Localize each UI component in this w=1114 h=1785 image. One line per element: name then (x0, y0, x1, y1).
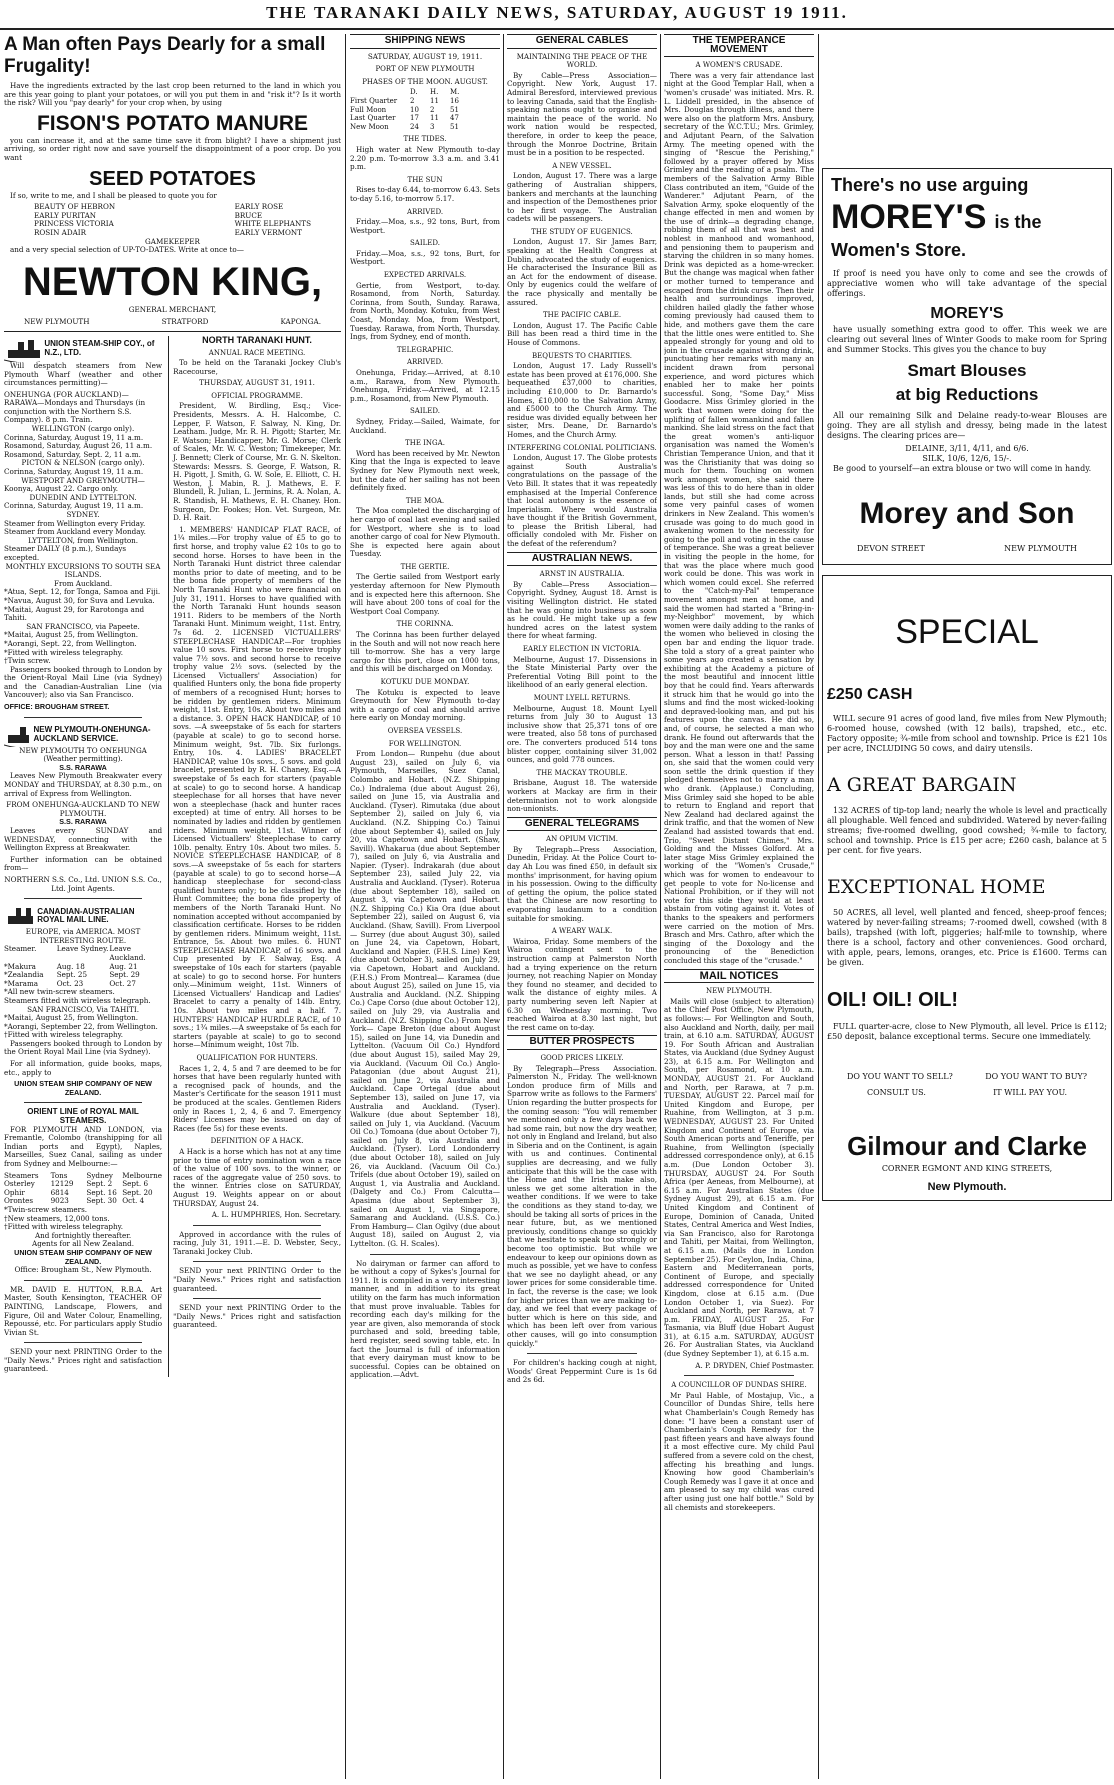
cell: Tons (50, 1170, 68, 1180)
usco-line: *Aorangi, Sept. 22, from Wellington. (4, 638, 137, 648)
overseas-sub: FOR WELLINGTON. (388, 739, 462, 748)
gilmour-new-plymouth: New Plymouth. (927, 1181, 1007, 1193)
usco-line: WELLINGTON (cargo only). (31, 424, 135, 434)
gilmour-clarke-ad (822, 575, 1112, 1201)
general-merchant: GENERAL MERCHANT, (128, 304, 217, 314)
port-title: PORT OF NEW PLYMOUTH (375, 65, 475, 74)
canadian-ad (4, 904, 162, 1097)
cell: Sept. 25 (56, 970, 88, 980)
union-steamship-ad (4, 336, 162, 712)
column-shipping (350, 34, 500, 1779)
article-head: MOUNT LYELL RETURNS. (533, 693, 631, 702)
usco-line: Koonya, August 22. Cargo only. (4, 484, 119, 494)
cell: Aug. 18 (56, 961, 85, 971)
usco-line: Steamer from Auckland every Monday. (4, 527, 146, 537)
variety: BEAUTY OF HEBRON (34, 202, 116, 212)
hunt-sub: ANNUAL RACE MEETING. (208, 348, 306, 357)
new-plymouth: NEW PLYMOUTH (1004, 544, 1077, 553)
gamekeeper: GAMEKEEPER (145, 236, 200, 246)
sykes-text: No dairyman or farmer can afford to be without a copy of Sykes's Journal for 1911. It is compiled in a very interesting manner, and in addition to its great utility on the farm has much information that must prove invaluable. Tables for recording each day's milking for the year are given, also memoranda of stock purchased and sold, breeding table, herd register, seed sowing table, etc. In fact the Journal is full of information that every dairyman must know to be successful. Copies can be obtained on application.—Advt. (350, 1258, 500, 1380)
masthead: THE TARANAKI DAILY NEWS, SATURDAY, AUGUST 19 1911. (0, 0, 1114, 30)
onehunga-line: S.S. RARAWA (59, 817, 107, 827)
usco-list (4, 391, 162, 712)
canadian-title: CANADIAN-AUSTRALIAN ROYAL MAIL LINE. (37, 906, 135, 925)
article-head: A NEW VESSEL. (552, 161, 612, 170)
kotuku-head: KOTUKU DUE MONDAY. (380, 678, 470, 686)
onehunga-line: Further information can be obtained from— (4, 854, 163, 873)
arrived-text: Friday.—Moa, s.s., 92 tons, Burt, from Westport. (350, 217, 500, 235)
morey-ad (822, 168, 1112, 565)
article-text: Melbourne, August 17. Dissensions in the State Ministerial Party over the Preferential Voting Bill point to the likelihood of an early general election. (507, 654, 657, 690)
usco-line: ONEHUNGA (FOR AUCKLAND)— (4, 389, 129, 399)
cell: Sydney (86, 1170, 113, 1180)
hunt-prog: OFFICIAL PROGRAMME. (211, 391, 303, 400)
fisons-title: FISON'S POTATO MANURE (36, 111, 308, 135)
orient-line: Agents for all New Zealand. (32, 1239, 135, 1249)
usco-office: OFFICE: BROUGHAM STREET. (4, 702, 110, 712)
cell: Oct. 4 (122, 1196, 145, 1206)
cell: Sept. 20 (122, 1187, 153, 1197)
article-head: EARLY ELECTION IN VICTORIA. (522, 645, 642, 653)
onehunga-line: S.S. RARAWA (59, 762, 107, 772)
cough-ad: For children's hacking cough at night, Woods' Great Peppermint Cure is 1s 6d and 2s 6d. (507, 1358, 657, 1385)
expected-head: EXPECTED ARRIVALS. (383, 271, 467, 280)
hunt-races: 1. MEMBERS' HANDICAP FLAT RACE, of 1¼ miles.—For trophy value of £5 to go to first horse, and trophy value £2 10s to go to second horse. Horses to have been in the North Taranaki Hunt district three calendar months prior to date of meeting, and to be the bona fide property of members of the North Taranaki Hunt who were financial on July 31, 1911. Horses to have qualified with the North Taranaki Hunt hounds season 1911. Riders to be members of the North Taranaki Hunt. Minimum weight, 11st. Entry, 7s 6d. 2. LICENSED VICTUALLERS' STEEPLECHASE HANDICAP.—For trophies value 10 sovs. First horse to receive trophy value 7½ sovs. and second horse to receive trophy value 2½ sovs. (selected by the Licensed Victuallers' Association) for qualified Hunters only, the bona fide property of members of a recognised Hunt; horses to be ridden by gentlemen riders. Minimum weight, 11st. Entry, 10s. About two miles and a distance. 3. OPEN HACK HANDICAP, of 10 sovs. —A sweepstake of 5s each for starters (payable at scale) to go to second horse. Minimum weight, 9st. 7lb. Six furlongs. Entry, 10s. 4. LADIES' BRACELET HANDICAP, value 10s sovs., 5 sovs. and gold bracelet, presented by R. H. Chaney, Esq.—A sweepstake of 5s each for starters (payable at scale) to go to second horse. A handicap steeplechase for all horses that have never won a steeplechase (hack and hunter races excepted) at time of entry. All horses to be nominated by ladies and ridden by gentlemen riders. Minimum weight, 11st. Winner of Licensed Victuallers' Steeplechase to carry 10lb. penalty. Entry 10s. About two miles. 5. NOVICE STEEPLECHASE HANDICAP, of 8 sovs.—A sweepstake of 5s each for starters (payable at scale) to go to second horse—A handicap steeplechase for second-class qualified hunters only; to be classified by the Hunt Committee; the bona fide property of members of the North Taranaki Hunt. No nomination accepted without accompanied by classification certificate. Horses to be ridden by gentlemen riders. Minimum weight, 11st. Entrance, 5s. About two miles. 6. HUNT STEEPLECHASE HANDICAP, of 16 sovs. and Cup presented by F. Salway, Esq. A sweepstake of 10s each for starters (payable at scale) to go to second horse. For hunters only.—Minimum weight, 11st. Winners of Licensed Victuallers' Handicap and Ladies' Bracelet to carry a penalty of 14lb. Entry, 10s. About two miles and a half. 7. HUNTERS' HANDICAP HURDLE RACE, of 10 sovs.; 1¾ miles.—A sweepstake of 5s each for starters (payable at scale) to go to second horse—Minimum weight, 10st 7lb. (173, 524, 341, 1050)
cell: Sept. 6 (122, 1179, 149, 1189)
cell: 12129 (50, 1179, 74, 1189)
bargain-text: 132 ACRES of tip-top land; nearly the whole is level and practically all ploughable. Well fenced and subdivided. Watered by never-failing streams; five-roomed dwelling, good cowshed; ¾-mile to factory, school and township. Price is £15 per acre; £260 cash, balance at 5 per cent. for five years. (827, 806, 1107, 855)
hunt-sign: A. L. HUMPHRIES, Hon. Secretary. (211, 1210, 341, 1220)
article-head: GOOD PRICES LIKELY. (540, 1053, 624, 1062)
usco-text: Will despatch steamers from New Plymouth Wharf (weather and other circumstances permitting)— (4, 360, 163, 388)
cell: 6814 (50, 1187, 69, 1197)
article-text: There was a very fair attendance last night at the Good Templar Hall, when a 'women's crusade' was initiated. Mrs. R. L. Liddell presided, in the absence of Mrs. Douglas through illness, and there were also on the platform Mrs. Ansbury, secretary of the W.C.T.U.; Mrs. Grimley, and Adjutant Pearn, of the Salvation Army. The meeting opened with the singing of "Rescue the Perishing," followed by a prayer offered by Miss Grimley and the reading of a psalm. The members of the Salvation Army Bible Class contributed an item, "Guide of the Wanderer." Adjutant Pearn, of the Salvation Army, spoke eloquently of the change effected in men and women by the use of drink—a degrading change, robbing them of all that was best and noblest in manhood and womanhood, and pensioning them to pauperism and starving the children in so many homes. Drink was depicted as a home-wrecker. But the change was magical when father or mother turned to temperance and escaped from the drink curse. Then their health and surroundings improved, children hailed gladly the father whose coming previously had caused them to hide, and mothers gave them the care that the little ones were entitled to. She appealed strongly for young and old to join in the crusade against strong drink, punctuating her remarks with many an incident drawn from personal experience, and word pictures which enabled her to make her points successful. Song, "Some Day," Miss Goodacre. Miss Grimley gloried in the work that women were doing for the uplifting of fallen womankind and fallen mankind. She laid stress on the fact that the great women's anti-liquor organisation was named the Women's Christian Temperance Union, and that it was the Christianity that was doing so much for them. Touching on women work amongst women, she said there was less of this to do here than in older lands, but still she had come across some very painful cases of women drinkers in New Zealand. This women's crusade was going to do much good in awakening women to the necessity for going to the poll and voting in the cause of temperance. She was a great believer in visiting the people in the home, for that was the place where much good work could be done. This was work in which women could excel. She referred to the "Catch-my-Pal" temperance movement amongst men at home, and said the women had started a "Bring-in-my-Neighbor" movement, by which women were daily adding to the ranks of the women who believed in closing the open bar and ending the liquor trade. She told a story of a great painter who some years ago created a sensation by exhibiting at the Academy a picture of the most beautiful and innocent little boy that he could find. Years afterwards it struck him that he would go into the slums and find the most wicked-looking and depraved-looking man, and put his features upon the canvas. He did so, and, of course, he selected a man who drank. He found out afterwards that the boy and the man were one and the same person. What a lesson in that! Passing on, she said that the women could very soon settle the drink question if they pledged themselves not to marry a man who drank. (Applause.) Concluding, Miss Grimley said she hoped to be able to return to England and report that New Zealand had declared against the drink traffic, and that the women of New Zealand had assisted towards that end. Trio, "Sweet Distant Chimes," Mrs. Golding and the Misses Golford. At a later stage Miss Grimley explained the working of the "Women's Crusade," which was for women to endeavour to get people to vote for No-license and National Prohibition, or if they will not vote for this side they would at least abstain from voting against it. Votes of thanks to the speakers and performers were carried on the motion of Mrs. Brasch and Mrs. Cathro, after which the singing of the Doxology and the pronouncing of the Benediction concluded this stage of the "crusade." (664, 70, 814, 965)
printing-ad: SEND your next PRINTING Order to the "Daily News." Prices right and satisfaction guaranteed. (4, 1347, 163, 1374)
cell: Osterley (4, 1179, 35, 1189)
usco-line: †Twin screw. (4, 656, 51, 666)
variety: EARLY VERMONT (234, 227, 302, 237)
canadian-sub: EUROPE, via AMERICA. MOST INTERESTING ROUTE. (25, 927, 141, 945)
cell: Steamer. (4, 944, 37, 954)
usco-line: *Navua, August 30, for Suva and Levuka. (4, 595, 155, 605)
variety: EARLY ROSE (234, 202, 284, 212)
onehunga-line: Leaves every SUNDAY and WEDNESDAY, connecting with the Wellington Express at Breakwater. (4, 826, 163, 853)
inga-text: Word has been received by Mr. Newton King that the Inga is expected to leave Sydney for New Plymouth next week, but the date of her sailing has not been definitely fixed. (350, 448, 500, 493)
column-cables (507, 34, 657, 1779)
steamship-icon (4, 723, 29, 747)
article-head: MAINTAINING THE PEACE OF THE WORLD. (516, 52, 648, 70)
seed-text: If so, write to me, and I shall be pleased to quote you for (10, 190, 217, 200)
usco-line: LYTTELTON, from Wellington. (27, 535, 139, 545)
usco-line: Steamer DAILY (8 p.m.), Sundays excepted. (4, 544, 127, 562)
article-head: THE PACIFIC CABLE. (542, 311, 622, 320)
column-ads-right (822, 34, 1112, 1779)
special: SPECIAL (895, 613, 1039, 651)
home-text: 50 ACRES, all level, well planted and fenced, sheep-proof fences; watered by never-failing streams; 7-roomed dwell, cowshed (with 8 bails), trapshed (with loft, piggeries; half-mile to township, where there is a school, factory and other conveniences. Good orchard, with apple, pears, lemons, oranges, etc. Price is £1600. Terms can be given. (827, 908, 1107, 967)
expected-text: Gertie, from Westport, to-day. Rosamond, from North, Saturday. Corinna, from South, Sunday. Rarawa, from North, Monday. Kotuku, from West Coast, Monday. Moa, from Westport, Tuesday. Rarawa, from North, Thursday. Ings, from Sydney, end of month. (350, 280, 500, 342)
orient-line: *Twin-screw steamers. (4, 1204, 88, 1214)
hack-head: DEFINITION OF A HACK. (210, 1137, 304, 1146)
mail-text: Mails will close (subject to alteration) at the Chief Post Office, New Plymouth, as follows:— For Wellington and South, also Auckland and North, daily, per mail train, at 6.10 a.m. SATURDAY, AUGUST 19. For South African and Australian States, via Auckland (due Sydney August 23), at 6.15 a.m. For Wellington and South, per Rosamond, at 10 a.m. MONDAY, AUGUST 21. For Auckland and North, per Rarawa, at 7 p.m. TUESDAY, AUGUST 22. Parcel mail for United Kingdom and Europe, per Ruahine, from Wellington, at 3 p.m. WEDNESDAY, AUGUST 23. For United Kingdom and Continent of Europe, via South American ports and Teneriffe, per Ruahine, from Wellington (specially addressed correspondence only), at 6.15 a.m. (Due London October 3). THURSDAY, AUGUST 24. For South Africa (per Aeneas, from Melbourne), at 6.15 a.m. For Australian States (due Sydney August 29), at 6.15 a.m. For United Kingdom and Continent of Europe, Dominion of Canada, United States, Central America and West Indies, via San Francisco, also for Rarotonga and Tahiti, per Maitai, from Wellington, at 6.15 a.m. (Mails due in London September 25). For Ceylon, India, China, Eastern and Mediterranean ports, Continent of Europe, and specially addressed correspondence for United Kingdom, close at 6.15 a.m. (Due London October 1, via Suez). For Auckland and North, per Rarawa, at 7 p.m. FRIDAY, AUGUST 25. For Tasmania, via Bluff (due Hobart August 31), at 6.15 a.m. SATURDAY, AUGUST 26. For Australian States, via Auckland (due Sydney September 1), at 6.15 a.m. (664, 996, 814, 1359)
phases-head: PHASES OF THE MOON. AUGUST. (362, 77, 488, 86)
article-text: By Telegraph—Press Association, Dunedin, Friday. At the Police Court to-day Ah Lou was fined £50, in default six months' imprisonment, for having opium in his possession. Owing to the difficulty of getting the opium, the police stated that the Chinese are now resorting to evaporating laudanum to a condition suitable for smoking. (507, 844, 657, 923)
corner-streets: CORNER EGMONT AND KING STREETS, (881, 1164, 1053, 1173)
orient-line: And fortnightly thereafter. (34, 1230, 132, 1240)
article-text: Melbourne, August 18. Mount Lyell returns from July 30 to August 13 inclusive show that 25,371 tons of ore were treated, also 58 tons of purchased ore. The converters produced 514 tons blister copper, containing silver 31,002 ounces, and gold 778 ounces. (507, 703, 657, 765)
hunt-date: THURSDAY, AUGUST 31, 1911. (199, 378, 315, 388)
usco-line: *Maitai, August 25, from Wellington. (4, 630, 139, 640)
usco-line: MONTHLY EXCURSIONS TO SOUTH SEA ISLANDS. (5, 561, 161, 580)
orient-table (4, 1172, 162, 1206)
usco-line: Rosamond, Saturday, Sept. 2, 11 a.m. (4, 449, 141, 459)
onehunga-line: FROM ONEHUNGA-AUCKLAND TO NEW PLYMOUTH. (6, 800, 160, 818)
frugality-text: Have the ingredients extracted by the last crop been returned to the land in which you are this year going to plant your potatoes, or will you put them in and "risk it"? Is it worth the risk? Will you "pay dearly" for your crop when, by using (4, 81, 341, 108)
morey-name: MOREY'S (831, 198, 987, 236)
frugality-ad (4, 34, 341, 332)
canadian-line: Passengers booked through to London by the Orient Royal Mail Line (via Sydney). (4, 1038, 163, 1057)
canadian-line: For all information, guide books, maps, etc., apply to (4, 1059, 163, 1077)
usco-line: Corinna, Saturday, August 19, 11 a.m. (4, 501, 144, 511)
corinna-text: The Corinna has been further delayed in the South and will not now reach here till to-morrow. She has a very large cargo for this port, close on 1000 tons, and this will be discharged on Monday. (350, 630, 500, 674)
orient-title: ORIENT LINE of ROYAL MAIL STEAMERS. (27, 1107, 139, 1126)
article-text: Mr Paul Hable, of Mostajup, Vic., a Councillor of Dundas Shire, tells here what Chamberlain's Cough Remedy has done: "I have been a constant user of Chamberlain's Cough Remedy for the past fifteen years and have always found it a most effective cure. My child Paul suffered from a severe cold on the chest, affecting his breathing and lungs. Knowing how good Chamberlain's Cough Remedy was I gave it at once and am pleased to say my child was cured after using just one half bottle." Sold by all chemists and storekeepers. (664, 1390, 814, 1512)
usco-line: Passengers booked through to London by the Orient-Royal Mail Line (via Sydney) and the Canadian-Australian Line (via Vancouver); also via San Francisco. (4, 664, 163, 700)
town: KAPONGA. (280, 317, 321, 327)
tel-sailed: Sydney, Friday.—Sailed, Waimate, for Auckland. (350, 416, 500, 435)
article-text: Brisbane, August 18. The waterside workers at Mackay are firm in their determination not to work alongside non-unionists. (507, 778, 657, 814)
onehunga-line: NORTHERN S.S. Co., Ltd. UNION S.S. Co., Ltd. Joint Agents. (4, 874, 162, 893)
seed-title: SEED POTATOES (89, 167, 256, 190)
article-text: Wairoa, Friday. Some members of the Wairoa contingent sent to the instruction camp at Palmerston North had a trying experience on the return journey, not reaching Napier on Monday they found no steamer, and decided to walk the distance of eighty miles. A party numbering seven left Napier at 6.30 on Wednesday morning. Two reached Wairoa at 8.30 last night, but the rest came on to-day. (507, 936, 657, 1032)
canadian-line: *Aorangi, September 22, from Wellington. (4, 1021, 158, 1031)
overseas-text: From London— Runpehu (due about August 23), sailed on July 6, via Plymouth, Marseilles, Suez Canal, Colombo and Hobart. (N.Z. Shipping Co.) Indralema (due about August 26), sailed on June 15, via Australia and Auckland. (Tyser). Rimutaka (due about September 2), sailed on July 6, via Auckland. (N.Z. Shipping Co.) Tainui (due about September 4), sailed on July 20, via Capetown and Hobart. (Shaw, Savill). Whakarua (due about September 7), sailed on July 6, via Australia and Napier. (Tyser). Indrakarah (due about September 23), sailed July 22, via Australia and Auckland. (Tyser). Roterua (due about September 18), sailed on August 3, via Capetown and Hobart. (N.Z. Shipping Co.) Kia Ora (due about September 22), sailed on August 6, via Auckland. (Shaw, Savill). From Liverpool— Surrey (due about August 30), sailed on June 24, via Capetown, Hobart, Auckland and Napier. (F.H.S. Line) Kent (due about October 3), sailed on July 29, via Capetown, Hobart and Auckland. (F.H.S.) From Montreal— Karamea (due about August 25), sailed on June 15, via Australia and Auckland. (N.Z. Shipping Co.) Cape Corso (due about October 12), sailed on July 29, via Australia and Auckland. (N.Z. Shipping Co.) From New York— Cape Breton (due about August 15), sailed on June 14, via Dunedin and Lyttelton. (Vacuum Oil Co.) Hyndford (due about August 15), sailed May 29, via Auckland. (Vacuum Oil Co.) Anglo-Patagonian (due about August 21), sailed on June 2, via Australia and Auckland. Cape Ortegal (due about September 13), sailed on June 17, via Australia and Auckland. (Tyser). Walkure (due about September 18), sailed on July 1, via Auckland. (Vacuum Oil Co.) Tomoana (due about October 7), sailed on July 8, via Australia and Auckland. (Tyser). Lord Londonderry (due about October 18), sailed on July 26, via Auckland. (Vacuum Oil Co.) Trifels (due about October 19), sailed on August 1, via Australia and Auckland. (Dalgety and Co.) From Calcutta— Apasima (due about September 3), sailed on August 1, via Singapore, Samarang and Auckland. (U.S.S. Co.) From Hamburg— Clan Ogilvy (due about August 18), sailed on August 2, via Lyttelton. (G. H. Scales). (350, 749, 500, 1248)
hunt-intro: To be held on the Taranaki Jockey Club's Racecourse, (173, 358, 341, 376)
article-text: London, August 17. Sir James Barr, speaking at the Health Congress at Dublin, advocated the study of eugenics. He characterised the Insurance Bill as an Act for the endowment of disease. Only by eugenics could the welfare of the race physically and mentally be assured. (507, 237, 657, 307)
usco-line: Corinna, Saturday, August 19, 11 a.m. (4, 432, 144, 442)
town: NEW PLYMOUTH (24, 317, 90, 327)
onehunga-ad (4, 723, 162, 894)
hutton-ad: MR. DAVID E. HUTTON, R.B.A. Art Master, South Kensington, TEACHER OF PAINTING, Landscape, Flowers, and Figure, Oil and Water Colour, Enamelling, Repoussé, etc. For particulars apply Studio Vivian St. (4, 1284, 163, 1337)
kotuku-text: The Kotuku is expected to leave Greymouth for New Plymouth to-day with a cargo of coal and should arrive here early on Monday morning. (350, 687, 500, 723)
oil-heading: OIL! OIL! OIL! (827, 989, 959, 1011)
mail-notices-heading: MAIL NOTICES (664, 969, 814, 984)
cell: Oct. 27 (109, 978, 136, 988)
canadian-line: Steamers fitted with wireless telegraph. (4, 995, 151, 1005)
printing-ad: SEND your next PRINTING Order to the "Daily News." Prices right and satisfaction guaranteed. (173, 1266, 341, 1293)
morey-store: Women's Store. (831, 240, 966, 260)
blouses-text: All our remaining Silk and Delaine ready-to-wear Blouses are going. They are all stylish and dressy, being made in the latest designs. The clearing prices are— (827, 411, 1107, 440)
consult-us: CONSULT US. (867, 1088, 926, 1097)
big-reductions: at big Reductions (895, 385, 1039, 404)
morey-use: There's no use arguing (831, 175, 1029, 195)
newton-king: NEWTON KING, (22, 259, 323, 304)
canadian-line: *Maitai, August 25, from Wellington. (4, 1013, 139, 1023)
article-text: By Telegraph—Press Association. Palmerston N., Friday. The well-known London produce firm of Mills and Sparrow write as follows to the Farmers' Union regarding the butter prospects for the coming season: "You will remember we mentioned only a few days back we had some rain, but now the dry weather, not only in England and Ireland, but also in Siberia and on the Continent, is again with us and continues. Continental supplies are decreasing, and we fully anticipate that this will be the case with the Home and the Irish make also, unless we get some alteration in the weather conditions. If we were to take the conditions as they stand to-day, we should be taking all sorts of prices in the near future, but, as we mentioned previously, conditions change so quickly that we hesitate to speak too strongly or become too optimistic. But while we endeavour to keep our opinions down as much as possible, yet we have to confess that we see no daylight ahead, or any lower prices for some considerable time. In fact, the reverse is the case; we look for higher prices than we are making to-day, and we feel that every package of butter which is here on this side, and which has been left over from various other causes, will go into consumption quickly." (507, 1063, 657, 1348)
usco-line: From Auckland. (53, 578, 113, 588)
usco-line: *Maitai, August 29, for Rarotonga and Tahiti. (4, 604, 145, 623)
onehunga-line: Leaves New Plymouth Breakwater every MONDAY and THURSDAY, at 8.30 p.m., on arrival of Express from Wellington. (4, 771, 163, 798)
cash-text: WILL secure 91 acres of good land, five miles from New Plymouth; 6-roomed house, cowshed (with 12 bails), trapshed, etc., etc. Factory opposite; ¾-mile from school and township. Price is £21 10s per acre, INCLUDING 50 cows, and dairy utensils. (827, 714, 1107, 753)
usco-line: RARAWA—Mondays and Thursdays (in conjunction with the Northern S.S. Company). 8 p.m. Train. (4, 398, 146, 425)
cell: Leave Auckland. (109, 944, 146, 962)
temperance-heading: THE TEMPERANCE MOVEMENT (664, 34, 814, 57)
moa-text: The Moa completed the discharging of her cargo of coal last evening and sailed for Westport, where she is to load another cargo of coal for New Plymouth. She is expected here again about Tuesday. (350, 506, 500, 559)
cell: Sept. 2 (86, 1179, 113, 1189)
cell: Oct. 23 (56, 978, 84, 988)
cell: Orontes (4, 1196, 34, 1206)
sell-question: DO YOU WANT TO SELL? (847, 1072, 953, 1081)
hunt-qual-head: QUALIFICATION FOR HUNTERS. (196, 1054, 318, 1062)
smart-blouses: Smart Blouses (907, 361, 1027, 380)
gilmour-clarke: Gilmour and Clarke (847, 1131, 1087, 1161)
tides-head: THE TIDES. (403, 135, 447, 144)
corinna-head: THE CORINNA. (396, 620, 454, 629)
shipping-date: SATURDAY, AUGUST 19, 1911. (367, 51, 483, 61)
morey-is: is the (994, 212, 1042, 232)
variety: EARLY PURITAN (34, 210, 97, 220)
usco-line: SYDNEY. (66, 510, 100, 519)
inga-head: THE INGA. (405, 439, 445, 448)
cables-heading: GENERAL CABLES (507, 34, 657, 49)
usco-line: WESTPORT AND GREYMOUTH— (21, 475, 145, 485)
shipping-ads (4, 336, 162, 1377)
hunt-qual: Races 1, 2, 4, 5 and 7 are deemed to be for horses that have been regularly hunted with a recognised pack of hounds, and the Master's Certificate for the season 1911 must be produced at the scales. Gentlemen Riders only in Races 1, 2, 4, 6 and 7. Emergency Riders' Licenses may be issued on day of Races (fee 5s) for these events. (173, 1063, 341, 1133)
hunt-approved: Approved in accordance with the rules of racing, July 31, 1911.—E. D. Webster, Secy., Taranaki Jockey Club. (173, 1229, 341, 1256)
orient-ad (4, 1108, 162, 1274)
variety: PRINCESS VICTORIA (34, 219, 114, 229)
cell: Steamers (4, 1170, 39, 1180)
silk-price: SILK, 10/6, 12/6, 15/-. (922, 454, 1012, 463)
canadian-line: UNION STEAM SHIP COMPANY OF NEW ZEALAND. (14, 1079, 152, 1097)
canadian-line: †Fitted with wireless telegraphy. (4, 1030, 124, 1040)
cell: *Zealandia (4, 970, 44, 980)
column-rule (660, 34, 661, 1779)
usco-line: DUNEDIN AND LYTTELTON. (29, 492, 137, 502)
hunt-officials: President, W. Birdling, Esq.; Vice-Presidents, Messrs. A. H. Halcombe, C. Lepper, F. Watson, F. Salway, N. King, Dr. Leatham. Judge, Mr. R. H. Pigott; Starter, Mr. F. Watson; Handicapper, Mr. G. Morse; Clerk of Scales, Mr. W. C. Weston; Timekeeper, Mr. J. Bennett; Clerk of Course, Mr. G. N. Skelton. Stewards: Messrs. S. George, F. Watson, R. H. Pigott, J. Smith, G. W. Sole, E. Elliott, C. H. Weston, J. Mabin, R. J. Mathews, E. F. Blundell, R. Julian, L. Jermins, R. A. Nolan, A. R. Standish, H. Mathews, E. H. Chaney. Hon. Surgeon, Dr. Fookes; Hon. Vet. Surgeon, Mr. D. H. Rait. (173, 401, 341, 523)
bargain-heading: A GREAT BARGAIN (827, 774, 1017, 796)
orient-line: UNION STEAM SHIP COMPANY OF NEW ZEALAND. (14, 1247, 152, 1266)
article-text: London, August 17. The Pacific Cable Bill has been read a third time in the House of Commons. (507, 320, 657, 347)
cell: 9023 (50, 1196, 69, 1206)
column-ads-left (4, 34, 341, 1779)
tel-arrived: Onehunga, Friday.—Arrived, at 8.10 a.m., Rarawa, from New Plymouth. Onehunga, Friday.—Arrived, at 12.15 p.m., Rosamond, from New Plymouth. (350, 368, 500, 403)
gertie-head: THE GERTIE. (400, 562, 450, 571)
variety: WHITE ELEPHANTS (234, 219, 311, 229)
morey-name-2: MOREY'S (930, 305, 1004, 322)
varieties-right (235, 203, 311, 237)
usco-line: Steamer from Wellington every Friday. (4, 518, 146, 528)
column-rule (345, 34, 346, 1779)
article-text: London, August 17. Lady Russell's estate has been proved at £176,000. She bequeathed £37,000 to charities, including £10,000 to Dr. Barnardo's Homes, £10,000 to the Salvation Army, and £5000 to the Church Army. The residue was divided equally between her sister, Mrs. Deane, Dr. Barnardo's Homes, and the Church Army. (507, 361, 657, 439)
devon-street: DEVON STREET (857, 544, 925, 553)
moon-phases-table: D. H. M. First Quarter 2 11 16 Full Moon 10 2 51 Last Quarter 17 11 47 New Moon 24 3 51 (350, 88, 460, 131)
cell: Melbourne (122, 1170, 163, 1180)
orient-text: FOR PLYMOUTH AND LONDON, via Fremantle, Colombo (transhipping for all Indian ports and Egypt), Naples, Marseilles, Suez Canal, sailing as under from Sydney and Melbourne:— (4, 1124, 163, 1168)
steamship-icon (4, 336, 40, 362)
home-heading: EXCEPTIONAL HOME (827, 876, 1046, 898)
onehunga-title: NEW PLYMOUTH-ONEHUNGA-AUCKLAND SERVICE. (33, 725, 151, 743)
usco-line: Rosamond, Saturday, August 26, 11 a.m. (4, 441, 153, 451)
article-head: THE STUDY OF EUGENICS. (531, 227, 633, 236)
article-head: A WEARY WALK. (551, 927, 613, 936)
usco-line: Corinna, Saturday, August 19, 11 a.m. (4, 467, 144, 477)
sun-text: Rises to-day 6.44, to-morrow 6.43. Sets to-day 5.16, to-morrow 5.17. (350, 185, 500, 203)
cell: *Makura (4, 961, 36, 971)
usco-line: *Atua, Sept. 12, for Tonga, Samoa and Fiji. (4, 587, 161, 597)
cell: Sept. 29 (109, 970, 140, 980)
tides-text: High water at New Plymouth to-day 2.20 p.m. To-morrow 3.3 a.m. and 3.41 p.m. (350, 144, 500, 172)
onehunga-line: NEW PLYMOUTH TO ONEHUNGA (Weather permitting). (19, 745, 147, 764)
cell: Ophir (4, 1187, 25, 1197)
orient-line: †Fitted with wireless telegraphy. (4, 1222, 124, 1232)
hunt-ad (168, 336, 341, 1377)
variety: ROSIN ADAIR (34, 227, 87, 237)
canadian-table (4, 945, 162, 988)
column-rule (818, 34, 819, 1779)
steamship-icon (4, 904, 33, 928)
canadian-line: SAN FRANCISCO, Via TAHITI. (27, 1004, 139, 1014)
article-text: By Cable—Press Association—Copyright. New York, August 17. Admiral Beresford, interviewed previous to leaving Canada, said that the English-speaking nations ought to organise and maintain the peace of the world. No work nation would be respected, therefore, in order to keep the peace, through the Monroe Doctrine, Britain must be in a position to be respected. (507, 70, 657, 158)
telegraphic-head: TELEGRAPHIC. (396, 345, 454, 354)
overseas-head: OVERSEA VESSELS. (387, 726, 463, 735)
tel-arrived-head: ARRIVED. (406, 358, 444, 367)
morey-and-son: Morey and Son (859, 497, 1075, 530)
sun-head: THE SUN (407, 175, 443, 184)
usco-title: UNION STEAM-SHIP COY., of N.Z., LTD. (44, 339, 155, 357)
butter-heading: BUTTER PROSPECTS (507, 1035, 657, 1050)
tel-sailed-head: SAILED. (410, 407, 440, 416)
column-temperance (664, 34, 814, 1779)
oil-text: FULL quarter-acre, close to New Plymouth, all level. Price is £112; £50 deposit, balance exceptional terms. Secure one immediately. (827, 1022, 1107, 1041)
article-text: By Cable—Press Association—Copyright. Sydney, August 18. Arnst is visiting Wellington district. He stated that he was going into business as soon as he could. He might take up a few hundred acres on the latest system there for wheat farming. (507, 579, 657, 641)
article-text: London, August 17. There was a large gathering of Australian shippers, bankers and merchants at the launching and inspection of the Demosthenes prior to her first voyage. The Australian cadets will be passengers. (507, 171, 657, 224)
hunt-title: NORTH TARANAKI HUNT. (202, 334, 312, 345)
article-head: ARNST IN AUSTRALIA. (539, 570, 625, 579)
article-head: A WOMEN'S CRUSADE. (695, 61, 783, 70)
usco-line: *Fitted with wireless telegraphy. (4, 647, 124, 657)
canadian-line: *All new twin-screw steamers. (4, 987, 115, 997)
mail-place: NEW PLYMOUTH. (706, 987, 772, 996)
article-text: London, August 17. The Globe protests against South Australia's congratulations on the passage of the Veto Bill. It states that it was repeatedly emphasised at the Imperial Conference that local autonomy is the essence of Imperialism. Where would Australia have thought if the British Government, to please the British Liberal, had officially condoled with Mr. Fisher on the defeat of the referendum? (507, 453, 657, 549)
fisons-text: you can increase it, and at the same time save it from blight? I have a shipment just arriving, so order right now and save yourself the disappointment of a poor crop. Do you want (4, 135, 341, 162)
general-telegrams-heading: GENERAL TELEGRAMS (507, 817, 657, 832)
morey-text-2: have usually something extra good to offer. This week we are clearing out several lines of Winter Goods to make room for Spring and Summer Stocks. This gives you the chance to buy (827, 325, 1107, 354)
mail-sign: A. P. DRYDEN, Chief Postmaster. (695, 1360, 814, 1370)
article-head: THE MACKAY TROUBLE. (536, 768, 628, 777)
printing-ad: SEND your next PRINTING Order to the "Daily News." Prices right and satisfaction guaranteed. (173, 1303, 341, 1330)
cell: Aug. 21 (109, 961, 138, 971)
moa-head: THE MOA. (405, 496, 445, 505)
column-rule (503, 34, 504, 1779)
article-head: INTERFERING COLONIAL POLITICIANS. (507, 443, 657, 452)
article-head: BEQUESTS TO CHARITIES. (532, 351, 632, 360)
frugality-title: A Man often Pays Dearly for a small Frugality! (4, 34, 326, 77)
gertie-text: The Gertie sailed from Westport early yesterday afternoon for New Plymouth and is expected here this afternoon. She will have about 200 tons of coal for the Westport Coal Company. (350, 572, 500, 616)
varieties-left (34, 203, 115, 237)
article-head: AN OPIUM VICTIM. (546, 835, 618, 844)
cash-heading: £250 CASH (827, 686, 913, 703)
usco-line: PICTON & NELSON (cargo only). (21, 458, 145, 468)
morey-proof: If proof is need you have only to come and see the crowds of appreciative women who will take advantage of the special offerings. (827, 269, 1107, 298)
sailed-text: Friday.—Moa, s.s., 92 tons, Burt, for Westport. (350, 248, 500, 267)
arrived-head: ARRIVED. (406, 207, 444, 216)
sailed-head: SAILED. (410, 239, 440, 248)
cell: Leave Sydney. (56, 944, 109, 954)
variety: BRUCE (234, 210, 263, 220)
will-pay: IT WILL PAY YOU. (993, 1088, 1067, 1097)
early-text: Be good to yourself—an extra blouse or two will come in handy. (833, 464, 1092, 473)
town: STRATFORD (161, 317, 209, 327)
shipping-heading: SHIPPING NEWS (350, 34, 500, 49)
special-selection: and a very special selection of UP-TO-DATES. Write at once to— (10, 245, 244, 255)
hack-text: A Hack is a horse which has not at any time prior to time of entry nomination won a race of the value of 100 sovs. to the winner, or races of the aggregate value of 250 sovs. to the winner. Entries close on SATURDAY, August 19. Weights appear on or about THURSDAY, August 24. (173, 1146, 341, 1208)
cell: Sept. 16 (86, 1187, 117, 1197)
buy-question: DO YOU WANT TO BUY? (985, 1072, 1087, 1081)
cell: *Marama (4, 978, 39, 988)
orient-line: Office: Brougham St., New Plymouth. (14, 1265, 152, 1275)
cell: Sept. 30 (86, 1196, 117, 1206)
delaine-price: DELAINE, 3/11, 4/11, and 6/6. (905, 444, 1029, 453)
australian-news-heading: AUSTRALIAN NEWS. (507, 552, 657, 567)
usco-line: SAN FRANCISCO, via Papeete. (26, 621, 140, 631)
article-head: A COUNCILLOR OF DUNDAS SHIRE. (671, 1381, 807, 1390)
orient-line: †New steamers, 12,000 tons. (4, 1213, 110, 1223)
